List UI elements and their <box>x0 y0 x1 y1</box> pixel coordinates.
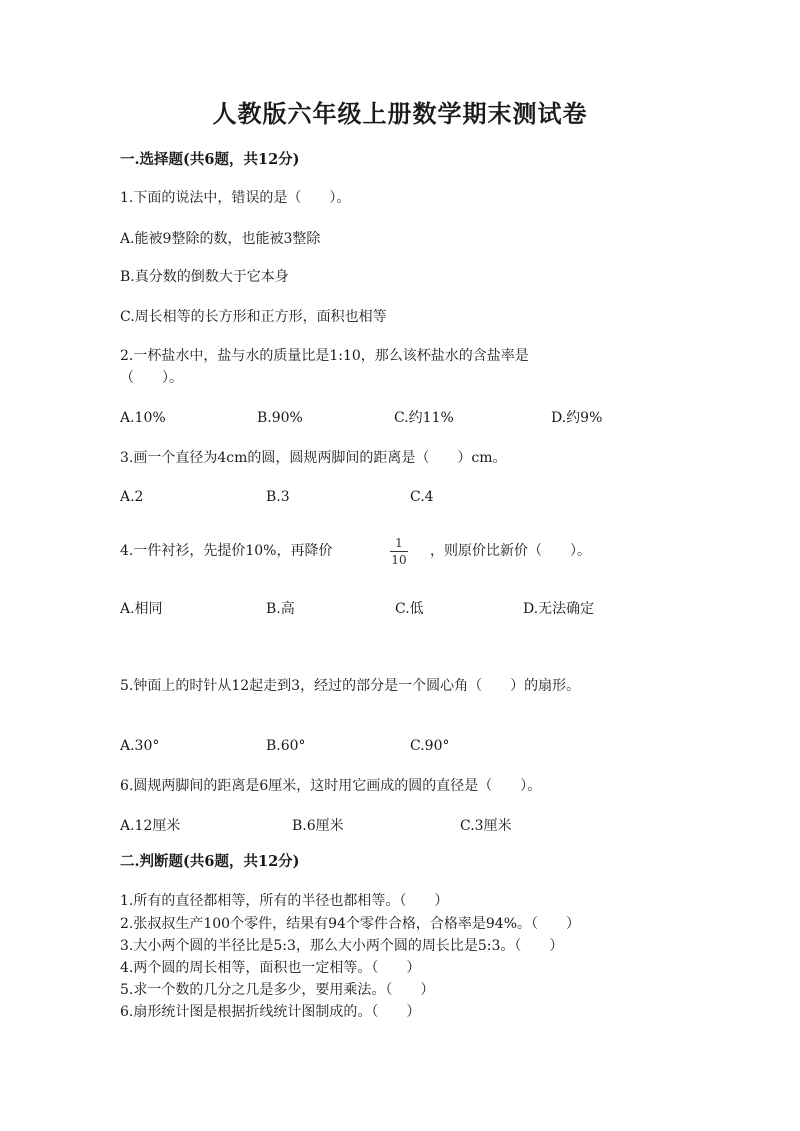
judgment-item-4: 4.两个圆的周长相等，面积也一定相等。（ ） <box>120 960 421 976</box>
question-5-option-c: C.90° <box>410 738 450 754</box>
fraction-numerator: 1 <box>395 536 403 550</box>
question-1-option-c: C.周长相等的长方形和正方形，面积也相等 <box>120 309 387 325</box>
question-3-stem: 3.画一个直径为4cm的圆，圆规两脚间的距离是（ ）cm。 <box>120 450 507 466</box>
question-4-stem-part2: ，则原价比新价（ ）。 <box>430 543 591 559</box>
question-5-option-b: B.60° <box>266 738 306 754</box>
question-5-option-a: A.30° <box>120 738 160 754</box>
question-1-stem: 1.下面的说法中，错误的是（ ）。 <box>120 190 351 206</box>
page-title: 人教版六年级上册数学期末测试卷 <box>212 99 588 128</box>
question-4-stem-part1: 4.一件衬衫，先提价10%，再降价 <box>120 543 333 559</box>
fraction-denominator: 10 <box>391 553 407 567</box>
question-2-option-c: C.约11% <box>394 410 454 426</box>
question-4-option-a: A.相同 <box>120 601 163 617</box>
question-4-option-b: B.高 <box>266 601 295 617</box>
question-1-option-a: A.能被9整除的数，也能被3整除 <box>120 231 321 247</box>
fraction-bar <box>390 551 408 552</box>
question-3-option-c: C.4 <box>410 489 434 505</box>
question-2-option-b: B.90% <box>257 410 303 426</box>
question-6-option-a: A.12厘米 <box>120 818 181 834</box>
section-heading-choice: 一.选择题(共6题，共12分) <box>120 151 300 168</box>
judgment-item-5: 5.求一个数的几分之几是多少，要用乘法。（ ） <box>120 982 435 998</box>
judgment-item-6: 6.扇形统计图是根据折线统计图制成的。（ ） <box>120 1004 421 1020</box>
question-4-option-d: D.无法确定 <box>523 601 595 617</box>
question-2-option-d: D.约9% <box>551 410 603 426</box>
question-5-stem: 5.钟面上的时针从12起走到3，经过的部分是一个圆心角（ ）的扇形。 <box>120 678 581 694</box>
question-2-stem-line2: （ ）。 <box>120 370 183 386</box>
question-3-option-b: B.3 <box>266 489 290 505</box>
question-3-option-a: A.2 <box>120 489 144 505</box>
question-4-fraction <box>388 536 410 567</box>
question-6-option-c: C.3厘米 <box>460 818 512 834</box>
question-6-stem: 6.圆规两脚间的距离是6厘米，这时用它画成的圆的直径是（ ）。 <box>120 778 542 794</box>
question-6-option-b: B.6厘米 <box>292 818 344 834</box>
judgment-item-1: 1.所有的直径都相等，所有的半径也都相等。（ ） <box>120 893 449 909</box>
judgment-item-2: 2.张叔叔生产100个零件，结果有94个零件合格，合格率是94%。（ ） <box>120 916 581 932</box>
question-2-option-a: A.10% <box>120 410 166 426</box>
judgment-item-3: 3.大小两个圆的半径比是5:3，那么大小两个圆的周长比是5:3。（ ） <box>120 938 564 954</box>
question-1-option-b: B.真分数的倒数大于它本身 <box>120 269 289 285</box>
section-heading-judgment: 二.判断题(共6题，共12分) <box>120 853 300 870</box>
question-2-stem-line1: 2.一杯盐水中，盐与水的质量比是1:10，那么该杯盐水的含盐率是 <box>120 348 529 364</box>
question-4-option-c: C.低 <box>395 601 424 617</box>
